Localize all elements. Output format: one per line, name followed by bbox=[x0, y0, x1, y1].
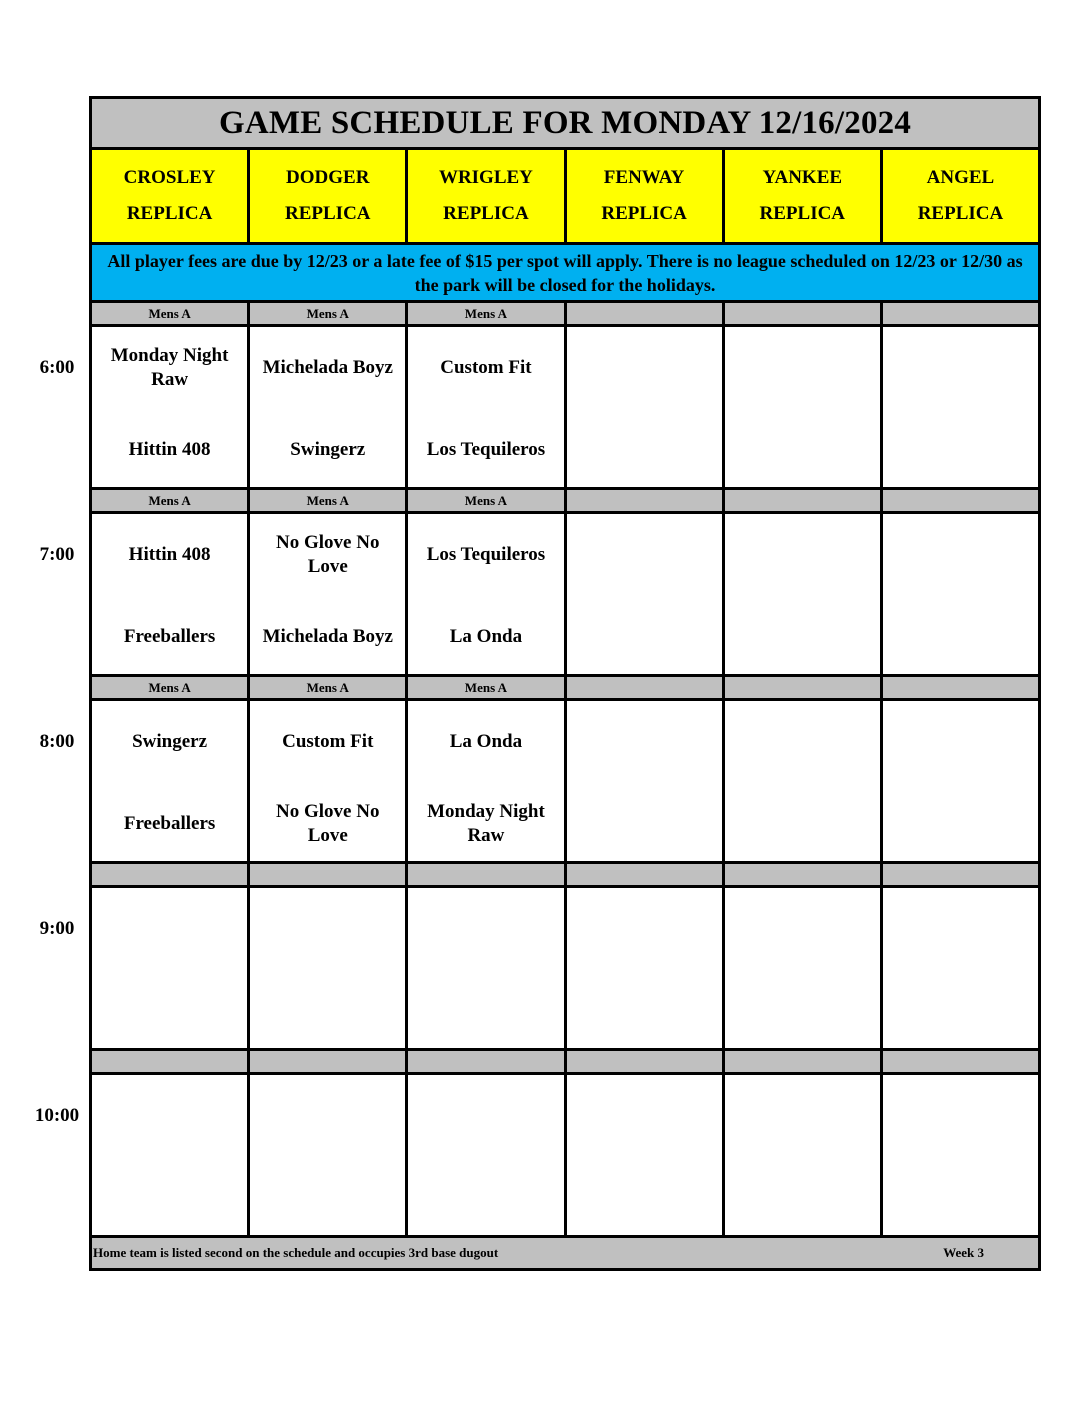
game-cell-yankee bbox=[725, 514, 883, 674]
field-sub: REPLICA bbox=[917, 203, 1004, 224]
game-cell-dodger bbox=[250, 327, 408, 487]
game-cell-crosley bbox=[92, 514, 250, 674]
field-header-angel bbox=[883, 150, 1038, 242]
game-cell-wrigley bbox=[408, 888, 566, 1048]
time-label: 7:00 bbox=[39, 544, 75, 565]
division-row bbox=[92, 864, 1038, 888]
away-team: Monday Night Raw bbox=[110, 345, 229, 390]
field-sub: REPLICA bbox=[285, 203, 371, 224]
home-team: Michelada Boyz bbox=[262, 626, 393, 647]
game-cell-wrigley bbox=[408, 1075, 566, 1235]
division-label-wrigley: Mens A bbox=[408, 677, 566, 698]
field-name: CROSLEY bbox=[123, 167, 216, 188]
game-cell-yankee bbox=[725, 327, 883, 487]
division-label-angel bbox=[883, 677, 1038, 698]
game-cell-yankee bbox=[725, 888, 883, 1048]
game-cell-fenway bbox=[567, 327, 725, 487]
division-label-dodger bbox=[250, 864, 408, 885]
game-cell-angel bbox=[883, 888, 1038, 1048]
division-row bbox=[92, 1051, 1038, 1075]
game-slot-row bbox=[92, 888, 1038, 1051]
field-header-row bbox=[92, 150, 1038, 245]
game-cell-yankee bbox=[725, 1075, 883, 1235]
division-label-wrigley: Mens A bbox=[408, 303, 566, 324]
game-cell-angel bbox=[883, 327, 1038, 487]
away-team: Los Tequileros bbox=[426, 544, 546, 565]
game-cell-angel bbox=[883, 1075, 1038, 1235]
game-slot-row bbox=[92, 327, 1038, 490]
game-cell-angel bbox=[883, 514, 1038, 674]
division-label-crosley: Mens A bbox=[92, 490, 250, 511]
fee-notice: All player fees are due by 12/23 or a late fee of $15 per spot will apply. There is no league scheduled on 12/23 or 12/30 as the park will be closed for the holidays. bbox=[92, 245, 1038, 303]
game-cell-wrigley bbox=[408, 514, 566, 674]
game-cell-yankee bbox=[725, 701, 883, 861]
time-label: 8:00 bbox=[39, 731, 75, 752]
home-team: Swingerz bbox=[290, 439, 366, 460]
time-label: 9:00 bbox=[39, 918, 75, 939]
schedule-title: GAME SCHEDULE FOR MONDAY 12/16/2024 bbox=[92, 99, 1038, 150]
game-slot-row bbox=[92, 701, 1038, 864]
away-team: No Glove No Love bbox=[276, 532, 380, 577]
field-name: YANKEE bbox=[762, 167, 843, 188]
game-cell-crosley bbox=[92, 1075, 250, 1235]
field-header-yankee bbox=[725, 150, 883, 242]
field-header-wrigley bbox=[408, 150, 566, 242]
away-team: Hittin 408 bbox=[128, 544, 211, 565]
time-label: 6:00 bbox=[39, 357, 75, 378]
field-header-dodger bbox=[250, 150, 408, 242]
division-label-crosley bbox=[92, 864, 250, 885]
division-row bbox=[92, 303, 1038, 327]
division-label-angel bbox=[883, 490, 1038, 511]
home-team: Freeballers bbox=[123, 626, 216, 647]
home-team: No Glove No Love bbox=[276, 801, 380, 846]
schedule-footer bbox=[92, 1238, 1038, 1268]
game-cell-fenway bbox=[567, 1075, 725, 1235]
game-cell-dodger bbox=[250, 514, 408, 674]
division-label-yankee bbox=[725, 490, 883, 511]
division-label-crosley: Mens A bbox=[92, 677, 250, 698]
home-team: Freeballers bbox=[123, 813, 216, 834]
game-cell-dodger bbox=[250, 1075, 408, 1235]
week-label: Week 3 bbox=[943, 1245, 984, 1260]
game-cell-fenway bbox=[567, 888, 725, 1048]
division-label-wrigley bbox=[408, 1051, 566, 1072]
field-header-fenway bbox=[567, 150, 725, 242]
game-cell-wrigley bbox=[408, 327, 566, 487]
game-cell-angel bbox=[883, 701, 1038, 861]
field-name: ANGEL bbox=[926, 167, 995, 188]
away-team: La Onda bbox=[449, 731, 523, 752]
away-team: Michelada Boyz bbox=[262, 357, 393, 378]
division-label-fenway bbox=[567, 1051, 725, 1072]
division-label-crosley bbox=[92, 1051, 250, 1072]
game-cell-dodger bbox=[250, 888, 408, 1048]
game-slot-row bbox=[92, 1075, 1038, 1238]
field-sub: REPLICA bbox=[759, 203, 846, 224]
field-sub: REPLICA bbox=[443, 203, 529, 224]
home-team: Los Tequileros bbox=[426, 439, 546, 460]
division-label-dodger: Mens A bbox=[250, 303, 408, 324]
field-header-crosley bbox=[92, 150, 250, 242]
division-label-dodger: Mens A bbox=[250, 490, 408, 511]
game-cell-dodger bbox=[250, 701, 408, 861]
division-row bbox=[92, 677, 1038, 701]
away-team: Custom Fit bbox=[282, 731, 374, 752]
home-team-note: Home team is listed second on the schedule and occupies 3rd base dugout bbox=[93, 1245, 499, 1260]
division-label-wrigley: Mens A bbox=[408, 490, 566, 511]
field-name: FENWAY bbox=[603, 167, 685, 188]
division-label-dodger: Mens A bbox=[250, 677, 408, 698]
division-label-angel bbox=[883, 303, 1038, 324]
field-sub: REPLICA bbox=[601, 203, 687, 224]
game-slot-row bbox=[92, 514, 1038, 677]
field-sub: REPLICA bbox=[126, 203, 213, 224]
game-cell-crosley bbox=[92, 327, 250, 487]
division-label-wrigley bbox=[408, 864, 566, 885]
division-label-fenway bbox=[567, 490, 725, 511]
division-row bbox=[92, 490, 1038, 514]
division-label-angel bbox=[883, 1051, 1038, 1072]
game-cell-crosley bbox=[92, 888, 250, 1048]
schedule-sheet bbox=[89, 96, 1041, 1271]
field-name: DODGER bbox=[286, 167, 370, 188]
away-team: Custom Fit bbox=[440, 357, 532, 378]
game-cell-fenway bbox=[567, 514, 725, 674]
division-label-dodger bbox=[250, 1051, 408, 1072]
division-label-fenway bbox=[567, 303, 725, 324]
home-team: La Onda bbox=[449, 626, 523, 647]
game-cell-fenway bbox=[567, 701, 725, 861]
division-label-yankee bbox=[725, 864, 883, 885]
time-label: 10:00 bbox=[34, 1105, 80, 1126]
division-label-crosley: Mens A bbox=[92, 303, 250, 324]
division-label-yankee bbox=[725, 677, 883, 698]
field-name: WRIGLEY bbox=[438, 167, 533, 188]
time-slots bbox=[92, 303, 1038, 1238]
division-label-fenway bbox=[567, 864, 725, 885]
home-team: Monday Night Raw bbox=[427, 801, 545, 846]
game-cell-crosley bbox=[92, 701, 250, 861]
game-cell-wrigley bbox=[408, 701, 566, 861]
division-label-yankee bbox=[725, 1051, 883, 1072]
division-label-fenway bbox=[567, 677, 725, 698]
division-label-angel bbox=[883, 864, 1038, 885]
home-team: Hittin 408 bbox=[128, 439, 211, 460]
away-team: Swingerz bbox=[132, 731, 208, 752]
division-label-yankee bbox=[725, 303, 883, 324]
